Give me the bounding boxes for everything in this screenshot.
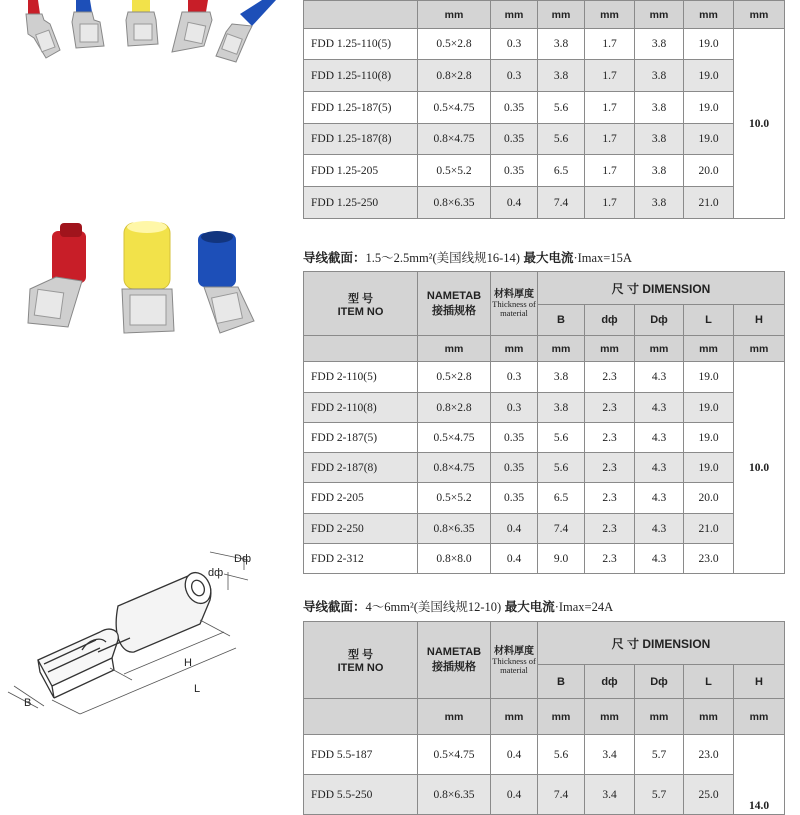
dim-b: 9.0 xyxy=(538,544,585,574)
dim-l: 25.0 xyxy=(684,775,734,815)
section-title-2 xyxy=(303,248,632,266)
current-value: ·Imax=24A xyxy=(554,600,614,614)
dim-b: 7.4 xyxy=(538,775,585,815)
dim-D: 3.8 xyxy=(635,29,684,60)
header-item-no xyxy=(304,622,418,699)
header-row xyxy=(304,272,785,305)
dim-h: 10.0 xyxy=(734,29,785,219)
unit-b: mm xyxy=(538,1,585,29)
dim-d: 2.3 xyxy=(585,483,635,514)
unit-tab: mm xyxy=(418,336,491,362)
unit-h: mm xyxy=(734,699,785,735)
table-row xyxy=(304,155,785,187)
dim-b: 5.6 xyxy=(538,124,585,155)
unit-thickness: mm xyxy=(491,699,538,735)
header-nametab xyxy=(418,272,491,336)
dim-l: 19.0 xyxy=(684,362,734,393)
table-row xyxy=(304,483,785,514)
dim-b: 7.4 xyxy=(538,514,585,544)
unit-D: mm xyxy=(635,1,684,29)
header-dimension: 尺 寸 DIMENSION xyxy=(538,622,785,665)
label-d-diameter: dф xyxy=(208,567,224,579)
thickness: 0.4 xyxy=(491,775,538,815)
table-row xyxy=(304,393,785,423)
dim-d: 2.3 xyxy=(585,514,635,544)
tab-size: 0.5×2.8 xyxy=(418,362,491,393)
label-L: L xyxy=(194,683,201,695)
dim-D: 5.7 xyxy=(635,735,684,775)
unit-tab: mm xyxy=(418,699,491,735)
wire-range: 4～6mm²(美国线规12-10) xyxy=(365,600,502,614)
dim-d: 1.7 xyxy=(585,155,635,187)
blue-insulated-terminal xyxy=(198,231,254,333)
header-d: dф xyxy=(585,665,635,699)
thickness: 0.35 xyxy=(491,155,538,187)
header-D: Dф xyxy=(635,305,684,336)
item-no: FDD 1.25-187(5) xyxy=(304,92,418,124)
dim-D: 4.3 xyxy=(635,393,684,423)
header-nametab xyxy=(418,622,491,699)
dim-D: 4.3 xyxy=(635,514,684,544)
spec-table-2 xyxy=(303,271,785,574)
tab-size: 0.5×5.2 xyxy=(418,483,491,514)
item-no: FDD 1.25-205 xyxy=(304,155,418,187)
units-row xyxy=(304,699,785,735)
units-row xyxy=(304,336,785,362)
header-nametab-en: NAMETAB xyxy=(426,646,482,658)
dim-d: 1.7 xyxy=(585,60,635,92)
dim-d: 2.3 xyxy=(585,362,635,393)
dim-d: 1.7 xyxy=(585,92,635,124)
header-item-no xyxy=(304,272,418,336)
header-D: Dф xyxy=(635,665,684,699)
label-D-diameter: Dф xyxy=(234,553,251,565)
item-no: FDD 2-205 xyxy=(304,483,418,514)
item-no: FDD 1.25-187(8) xyxy=(304,124,418,155)
header-l: L xyxy=(684,665,734,699)
header-row xyxy=(304,622,785,665)
red-terminal-photo-2 xyxy=(172,0,212,52)
item-no: FDD 1.25-250 xyxy=(304,187,418,219)
dim-d: 2.3 xyxy=(585,423,635,453)
terminals-photo-top xyxy=(20,0,290,70)
dim-d: 1.7 xyxy=(585,29,635,60)
item-no: FDD 5.5-250 xyxy=(304,775,418,815)
header-thickness xyxy=(491,272,538,336)
tab-size: 0.5×2.8 xyxy=(418,29,491,60)
unit-l: mm xyxy=(684,699,734,735)
dim-l: 19.0 xyxy=(684,60,734,92)
header-thickness xyxy=(491,622,538,699)
header-nametab-cn: 接插规格 xyxy=(432,304,476,317)
spec-table-3 xyxy=(303,621,785,815)
header-nametab-en: NAMETAB xyxy=(426,289,482,302)
table-row xyxy=(304,423,785,453)
dim-d: 2.3 xyxy=(585,393,635,423)
table-row xyxy=(304,92,785,124)
blue-terminal-photo-2 xyxy=(216,0,276,62)
dim-D: 3.8 xyxy=(635,92,684,124)
dim-l: 19.0 xyxy=(684,453,734,483)
table-row xyxy=(304,362,785,393)
dim-D: 4.3 xyxy=(635,423,684,453)
table-row xyxy=(304,775,785,815)
tab-size: 0.8×8.0 xyxy=(418,544,491,574)
unit-thickness: mm xyxy=(491,1,538,29)
item-no: FDD 5.5-187 xyxy=(304,735,418,775)
thickness: 0.3 xyxy=(491,60,538,92)
tab-size: 0.8×2.8 xyxy=(418,393,491,423)
dim-h: 14.0 xyxy=(734,735,785,815)
table-row xyxy=(304,124,785,155)
dim-D: 3.8 xyxy=(635,155,684,187)
terminals-photo-middle xyxy=(20,215,280,345)
yellow-terminal-photo xyxy=(126,0,158,46)
table-row xyxy=(304,514,785,544)
section-title-3 xyxy=(303,597,613,615)
item-no: FDD 2-187(8) xyxy=(304,453,418,483)
thickness: 0.35 xyxy=(491,453,538,483)
dim-d: 1.7 xyxy=(585,124,635,155)
header-dimension: 尺 寸 DIMENSION xyxy=(538,272,785,305)
dim-d: 2.3 xyxy=(585,544,635,574)
dim-l: 23.0 xyxy=(684,544,734,574)
header-thick-cn: 材料厚度 xyxy=(494,289,534,300)
dim-D: 4.3 xyxy=(635,362,684,393)
spec-table-1 xyxy=(303,0,785,219)
header-h: H xyxy=(734,665,785,699)
dim-D: 5.7 xyxy=(635,775,684,815)
terminal-dimension-drawing xyxy=(0,540,295,740)
dim-D: 3.8 xyxy=(635,187,684,219)
item-no: FDD 2-110(5) xyxy=(304,362,418,393)
header-l: L xyxy=(684,305,734,336)
title-prefix: 导线截面： xyxy=(303,250,366,265)
item-no: FDD 2-110(8) xyxy=(304,393,418,423)
dim-l: 19.0 xyxy=(684,423,734,453)
tab-size: 0.8×6.35 xyxy=(418,514,491,544)
thickness: 0.35 xyxy=(491,483,538,514)
dim-b: 6.5 xyxy=(538,155,585,187)
dim-l: 19.0 xyxy=(684,92,734,124)
label-B: B xyxy=(24,697,32,709)
item-no: FDD 2-187(5) xyxy=(304,423,418,453)
unit-b: mm xyxy=(538,336,585,362)
thickness: 0.4 xyxy=(491,514,538,544)
dim-b: 5.6 xyxy=(538,92,585,124)
dim-D: 4.3 xyxy=(635,544,684,574)
red-terminal-photo xyxy=(26,0,60,58)
tab-size: 0.5×5.2 xyxy=(418,155,491,187)
dim-b: 3.8 xyxy=(538,60,585,92)
tab-size: 0.5×4.75 xyxy=(418,423,491,453)
unit-b: mm xyxy=(538,699,585,735)
header-b: B xyxy=(538,305,585,336)
header-thick-cn: 材料厚度 xyxy=(494,645,534,657)
dim-l: 20.0 xyxy=(684,155,734,187)
dim-b: 3.8 xyxy=(538,362,585,393)
dim-D: 3.8 xyxy=(635,124,684,155)
current-label: 最大电流 xyxy=(504,600,555,614)
dim-b: 7.4 xyxy=(538,187,585,219)
thickness: 0.35 xyxy=(491,124,538,155)
dim-b: 3.8 xyxy=(538,393,585,423)
unit-tab: mm xyxy=(418,1,491,29)
dim-l: 19.0 xyxy=(684,393,734,423)
header-model-cn: 型 号 xyxy=(347,292,374,305)
dim-b: 3.8 xyxy=(538,29,585,60)
item-no: FDD 1.25-110(5) xyxy=(304,29,418,60)
thickness: 0.4 xyxy=(491,544,538,574)
red-insulated-terminal xyxy=(28,223,86,327)
dim-d: 2.3 xyxy=(585,453,635,483)
unit-h: mm xyxy=(734,336,785,362)
dim-l: 20.0 xyxy=(684,483,734,514)
header-h: H xyxy=(734,305,785,336)
thickness: 0.3 xyxy=(491,29,538,60)
dim-D: 3.8 xyxy=(635,60,684,92)
unit-l: mm xyxy=(684,1,734,29)
header-model-cn: 型 号 xyxy=(347,649,374,661)
current-label: 最大电流 xyxy=(523,251,574,265)
unit-d: mm xyxy=(585,1,635,29)
dim-l: 19.0 xyxy=(684,29,734,60)
unit-l: mm xyxy=(684,336,734,362)
dim-D: 4.3 xyxy=(635,483,684,514)
header-model-en: ITEM NO xyxy=(337,662,384,674)
table-row xyxy=(304,187,785,219)
header-thick-en: Thickness of material xyxy=(492,655,536,675)
yellow-insulated-terminal xyxy=(122,221,174,333)
unit-D: mm xyxy=(635,336,684,362)
item-no: FDD 2-312 xyxy=(304,544,418,574)
thickness: 0.35 xyxy=(491,423,538,453)
unit-D: mm xyxy=(635,699,684,735)
label-H: H xyxy=(184,657,192,669)
unit-d: mm xyxy=(585,336,635,362)
item-no: FDD 2-250 xyxy=(304,514,418,544)
tab-size: 0.5×4.75 xyxy=(418,735,491,775)
dim-d: 1.7 xyxy=(585,187,635,219)
thickness: 0.4 xyxy=(491,187,538,219)
unit-h: mm xyxy=(734,1,785,29)
tab-size: 0.8×4.75 xyxy=(418,124,491,155)
dim-D: 4.3 xyxy=(635,453,684,483)
table-row xyxy=(304,735,785,775)
header-b: B xyxy=(538,665,585,699)
header-nametab-cn: 接插规格 xyxy=(432,661,476,673)
tab-size: 0.8×4.75 xyxy=(418,453,491,483)
dim-b: 5.6 xyxy=(538,453,585,483)
header-d: dф xyxy=(585,305,635,336)
table-row xyxy=(304,453,785,483)
dim-b: 5.6 xyxy=(538,423,585,453)
wire-range: 1.5～2.5mm²(美国线规16-14) xyxy=(365,251,520,265)
table-row xyxy=(304,544,785,574)
dim-h: 10.0 xyxy=(734,362,785,574)
table-row xyxy=(304,60,785,92)
unit-d: mm xyxy=(585,699,635,735)
dim-b: 5.6 xyxy=(538,735,585,775)
table-row xyxy=(304,29,785,60)
thickness: 0.3 xyxy=(491,393,538,423)
dim-l: 19.0 xyxy=(684,124,734,155)
unit-thickness: mm xyxy=(491,336,538,362)
thickness: 0.4 xyxy=(491,735,538,775)
dim-l: 23.0 xyxy=(684,735,734,775)
title-prefix: 导线截面： xyxy=(303,599,366,614)
thickness: 0.35 xyxy=(491,92,538,124)
dim-d: 3.4 xyxy=(585,775,635,815)
header-thick-en: Thickness of material xyxy=(492,299,536,318)
dim-b: 6.5 xyxy=(538,483,585,514)
header-model-en: ITEM NO xyxy=(337,305,384,318)
tab-size: 0.8×6.35 xyxy=(418,775,491,815)
tab-size: 0.5×4.75 xyxy=(418,92,491,124)
tab-size: 0.8×6.35 xyxy=(418,187,491,219)
dim-l: 21.0 xyxy=(684,514,734,544)
tab-size: 0.8×2.8 xyxy=(418,60,491,92)
dim-d: 3.4 xyxy=(585,735,635,775)
units-row xyxy=(304,1,785,29)
thickness: 0.3 xyxy=(491,362,538,393)
blue-terminal-photo xyxy=(72,0,104,48)
dim-l: 21.0 xyxy=(684,187,734,219)
current-value: ·Imax=15A xyxy=(573,251,632,265)
item-no: FDD 1.25-110(8) xyxy=(304,60,418,92)
